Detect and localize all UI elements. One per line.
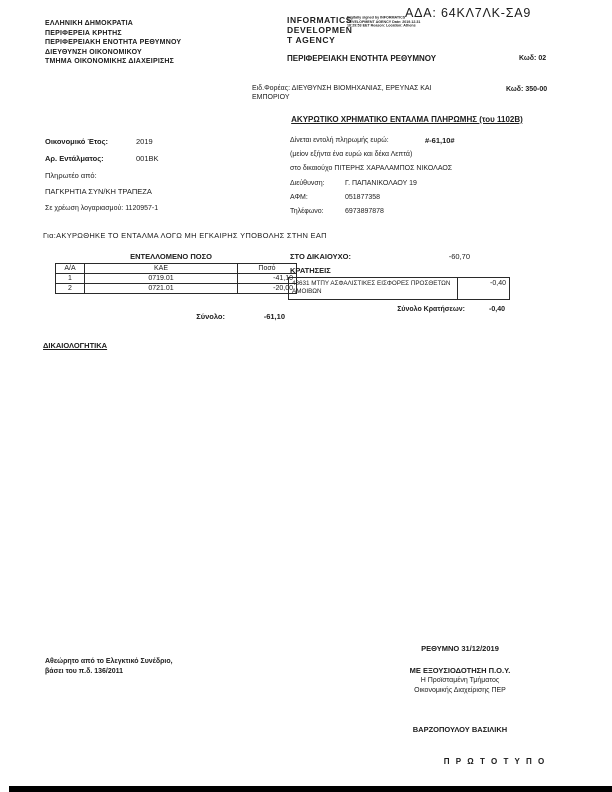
ada-code: ΑΔΑ: 64ΚΛ7ΛΚ-ΣΑ9: [405, 6, 532, 20]
cell-poso: -20,00: [238, 284, 297, 294]
signer-role: Η Προϊσταμένη Τμήματος: [420, 677, 500, 684]
audit-note-line: Αθεώρητο από το Ελεγκτικό Συνέδριο,: [45, 658, 173, 665]
original-stamp: Π Ρ Ω Τ Ο Τ Υ Π Ο: [443, 757, 547, 766]
entity-label: Ειδ.Φορέας:: [252, 85, 291, 92]
cell-aa: 1: [56, 274, 85, 284]
col-header-kae: ΚΑΕ: [85, 264, 238, 274]
supporting-docs-heading: ΔΙΚΑΙΟΛΟΓΗΤΙΚΑ: [43, 341, 108, 350]
order-number-label: Αρ. Εντάλματος:: [45, 154, 104, 163]
agency-header-line: ΠΕΡΙΦΕΡΕΙΑΚΗ ΕΝΟΤΗΤΑ ΡΕΘΥΜΝΟΥ: [45, 39, 182, 47]
entity-value: ΔΙΕΥΘΥΝΣΗ ΒΙΟΜΗΧΑΝΙΑΣ, ΕΡΕΥΝΑΣ ΚΑΙ: [291, 85, 432, 92]
cell-aa: 2: [56, 284, 85, 294]
audit-note: [45, 657, 173, 676]
signature-stamp-details: Digitally signed by INFORMATICS DEVELOPMENT AGENCY Date: 2019.12.31 18:29:53 EET Reason: Location: Athens: [347, 16, 421, 28]
agency-header-line: ΔΙΕΥΘΥΝΣΗ ΟΙΚΟΝΟΜΙΚΟΥ: [45, 48, 142, 56]
account-line: [45, 205, 158, 212]
bank-name: ΠΑΓΚΡΗΤΙΑ ΣΥΝ/ΚΗ ΤΡΑΠΕΖΑ: [45, 187, 152, 196]
scan-edge-bar: [9, 786, 612, 792]
phone-label: Τηλέφωνο:: [290, 208, 324, 215]
retention-description: 43631 ΜΤΠΥ ΑΣΦΑΛΙΣΤΙΚΕΣ ΕΙΣΦΟΡΕΣ ΠΡΟΣΘΕΤΩΝ ΑΜΟΙΒΩΝ: [292, 280, 451, 295]
authorization-line: ΜΕ ΕΞΟΥΣΙΟΔΟΤΗΣΗ Π.Ο.Υ.: [409, 666, 511, 675]
retentions-total-value: -0,40: [489, 306, 505, 313]
agency-header-line: ΤΜΗΜΑ ΟΙΚΟΝΟΜΙΚΗΣ ΔΙΑΧΕΙΡΙΣΗΣ: [45, 58, 175, 66]
entity-value-wrap: ΕΜΠΟΡΙΟΥ: [252, 94, 290, 101]
signer-name: ΒΑΡΖΟΠΟΥΛΟΥ ΒΑΣΙΛΙΚΗ: [412, 725, 508, 734]
amount-table-header-row: [56, 264, 297, 274]
col-header-poso: Ποσό: [238, 264, 297, 274]
signature-stamp: [287, 15, 353, 45]
col-header-aa: Α/Α: [56, 264, 85, 274]
signature-stamp-line: INFORMATICS: [287, 15, 352, 25]
agency-header-line: ΠΕΡΙΦΕΡΕΙΑ ΚΡΗΤΗΣ: [45, 29, 122, 37]
unit-code: Κωδ: 02: [519, 55, 547, 62]
afm-label: ΑΦΜ:: [290, 194, 308, 201]
agency-header-line: ΕΛΛΗΝΙΚΗ ΔΗΜΟΚΡΑΤΙΑ: [45, 20, 133, 27]
payment-order-label: Δίνεται εντολή πληρωμής ευρώ:: [290, 137, 389, 144]
to-beneficiary-value: -60,70: [448, 252, 470, 261]
fiscal-year-label: Οικονομικό Έτος:: [45, 137, 108, 146]
retention-value: -0,40: [457, 278, 509, 299]
to-beneficiary-label: ΣΤΟ ΔΙΚΑΙΟΥΧΟ:: [290, 252, 351, 261]
signature-stamp-line: T AGENCY: [287, 35, 336, 45]
cell-kae: 0721.01: [85, 284, 238, 294]
address-label: Διεύθυνση:: [290, 180, 325, 187]
audit-note-line: βάσει του π.δ. 136/2011: [45, 667, 124, 675]
afm-value: 051877358: [345, 194, 381, 201]
table-row: [56, 284, 297, 294]
cell-poso: -41,10: [238, 274, 297, 284]
entity-code: Κωδ: 350-00: [506, 86, 548, 93]
signature-stamp-line: DEVELOPMEN: [287, 25, 353, 35]
signer-department: Οικονομικής Διαχείρισης ΠΕΡ: [414, 687, 506, 694]
regional-unit-label: ΠΕΡΙΦΕΡΕΙΑΚΗ ΕΝΟΤΗΤΑ ΡΕΘΥΜΝΟΥ: [287, 54, 437, 63]
amount-table-title: ΕΝΤΕΛΛΟΜΕΝΟ ΠΟΣΟ: [130, 252, 212, 261]
document-title: ΑΚΥΡΩΤΙΚΟ ΧΡΗΜΑΤΙΚΟ ΕΝΤΑΛΜΑ ΠΛΗΡΩΜΗΣ (του 1102Β): [291, 115, 523, 124]
amount-total-value: -61,10: [263, 312, 285, 321]
amount-in-words: (μείον εξήντα ένα ευρώ και δέκα Λεπτά): [290, 151, 413, 158]
payable-from-label: Πληρωτέο από:: [45, 171, 97, 180]
cancellation-reason: Για:ΑΚΥΡΩΘΗΚΕ ΤΟ ΕΝΤΑΛΜΑ ΛΟΓΩ ΜΗ ΕΓΚΑΙΡΗΣ ΥΠΟΒΟΛΗΣ ΣΤΗΝ ΕΑΠ: [43, 231, 327, 240]
phone-value: 6973897878: [345, 208, 384, 215]
amount-table: [55, 263, 297, 294]
retentions-label: ΚΡΑΤΗΣΕΙΣ: [290, 266, 331, 275]
place-date: ΡΕΘΥΜΝΟ 31/12/2019: [421, 644, 499, 653]
amount-total-label: Σύνολο:: [196, 312, 225, 321]
order-number-value: 001ΒΚ: [136, 154, 159, 163]
address-value: Γ. ΠΑΠΑΝΙΚΟΛΑΟΥ 19: [345, 180, 417, 187]
entity-line: [252, 85, 432, 92]
table-row: [56, 274, 297, 284]
retentions-total-label: Σύνολο Κρατήσεων:: [397, 306, 465, 313]
retention-row: [288, 277, 510, 300]
agency-header: [45, 19, 181, 67]
account-label: Σε χρέωση λογαριασμού:: [45, 205, 124, 212]
fiscal-year-value: 2019: [136, 137, 153, 146]
payment-amount: #-61,10#: [425, 136, 455, 145]
account-value: 1120957-1: [125, 205, 159, 212]
beneficiary-line: στο δικαιούχο ΠΙΤΕΡΗΣ ΧΑΡΑΛΑΜΠΟΣ ΝΙΚΟΛΑΟΣ: [290, 165, 453, 172]
cell-kae: 0719.01: [85, 274, 238, 284]
